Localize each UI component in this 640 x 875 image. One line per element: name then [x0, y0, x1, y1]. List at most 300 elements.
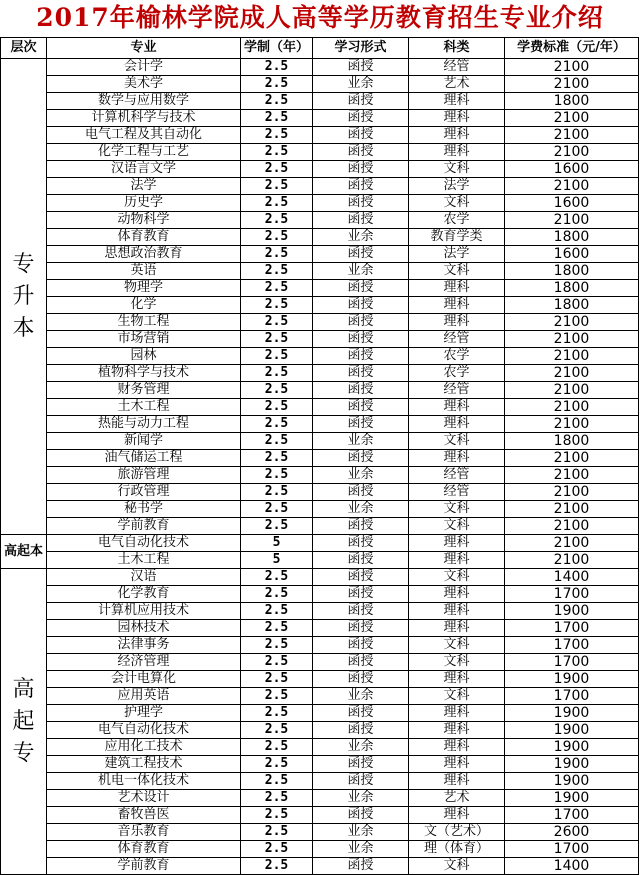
- years-cell: 2.5: [241, 110, 313, 127]
- fee-cell: 1800: [505, 297, 639, 314]
- header-category: 科类: [409, 38, 505, 59]
- years-cell: 2.5: [241, 688, 313, 705]
- table-row: [1, 535, 639, 552]
- table-row: [1, 246, 639, 263]
- header-years: 学制（年）: [241, 38, 313, 59]
- table-row: [1, 297, 639, 314]
- years-cell: 2.5: [241, 739, 313, 756]
- years-cell: 2.5: [241, 807, 313, 824]
- major-cell: 汉语: [47, 569, 241, 586]
- major-cell: 法学: [47, 178, 241, 195]
- form-cell: 函授: [313, 93, 409, 110]
- form-cell: 函授: [313, 365, 409, 382]
- fee-cell: 2100: [505, 178, 639, 195]
- category-cell: 法学: [409, 178, 505, 195]
- years-cell: 2.5: [241, 76, 313, 93]
- major-cell: 植物科学与技术: [47, 365, 241, 382]
- category-cell: 经管: [409, 331, 505, 348]
- years-cell: 2.5: [241, 858, 313, 875]
- fee-cell: 1800: [505, 280, 639, 297]
- level-label: 高起专: [12, 676, 35, 766]
- fee-cell: 2100: [505, 416, 639, 433]
- form-cell: 业余: [313, 841, 409, 858]
- years-cell: 2.5: [241, 331, 313, 348]
- category-cell: 文科: [409, 654, 505, 671]
- years-cell: 2.5: [241, 671, 313, 688]
- years-cell: 2.5: [241, 365, 313, 382]
- fee-cell: 2100: [505, 110, 639, 127]
- table-row: [1, 348, 639, 365]
- table-row: [1, 161, 639, 178]
- years-cell: 2.5: [241, 314, 313, 331]
- form-cell: 函授: [313, 552, 409, 569]
- major-cell: 财务管理: [47, 382, 241, 399]
- category-cell: 理科: [409, 280, 505, 297]
- table-row: [1, 705, 639, 722]
- major-cell: 会计学: [47, 59, 241, 76]
- major-cell: 艺术设计: [47, 790, 241, 807]
- table-row: [1, 841, 639, 858]
- fee-cell: 1700: [505, 620, 639, 637]
- major-cell: 体育教育: [47, 229, 241, 246]
- category-cell: 理科: [409, 127, 505, 144]
- fee-cell: 1700: [505, 637, 639, 654]
- major-cell: 市场营销: [47, 331, 241, 348]
- table-row: [1, 739, 639, 756]
- form-cell: 业余: [313, 739, 409, 756]
- fee-cell: 1900: [505, 756, 639, 773]
- fee-cell: 1900: [505, 705, 639, 722]
- fee-cell: 2100: [505, 399, 639, 416]
- table-row: [1, 671, 639, 688]
- level-label: 专升本: [12, 251, 35, 341]
- level-cell: [1, 535, 47, 569]
- years-cell: 2.5: [241, 59, 313, 76]
- years-cell: 5: [241, 552, 313, 569]
- form-cell: 函授: [313, 603, 409, 620]
- major-cell: 旅游管理: [47, 467, 241, 484]
- level-cell: [1, 59, 47, 535]
- category-cell: 理科: [409, 620, 505, 637]
- table-row: [1, 433, 639, 450]
- years-cell: 2.5: [241, 620, 313, 637]
- years-cell: 5: [241, 535, 313, 552]
- form-cell: 业余: [313, 76, 409, 93]
- table-row: [1, 93, 639, 110]
- years-cell: 2.5: [241, 127, 313, 144]
- header-study-form: 学习形式: [313, 38, 409, 59]
- years-cell: 2.5: [241, 773, 313, 790]
- major-cell: 汉语言文学: [47, 161, 241, 178]
- table-row: [1, 59, 639, 76]
- years-cell: 2.5: [241, 722, 313, 739]
- fee-cell: 1800: [505, 93, 639, 110]
- table-row: [1, 722, 639, 739]
- table-row: [1, 688, 639, 705]
- level-cell: [1, 569, 47, 875]
- table-row: [1, 144, 639, 161]
- years-cell: 2.5: [241, 280, 313, 297]
- major-cell: 思想政治教育: [47, 246, 241, 263]
- category-cell: 文科: [409, 161, 505, 178]
- years-cell: 2.5: [241, 586, 313, 603]
- table-row: [1, 450, 639, 467]
- category-cell: 理科: [409, 144, 505, 161]
- fee-cell: 1700: [505, 807, 639, 824]
- category-cell: 理科: [409, 535, 505, 552]
- category-cell: 文科: [409, 195, 505, 212]
- form-cell: 函授: [313, 314, 409, 331]
- category-cell: 理科: [409, 450, 505, 467]
- category-cell: 理科: [409, 671, 505, 688]
- form-cell: 函授: [313, 127, 409, 144]
- years-cell: 2.5: [241, 756, 313, 773]
- years-cell: 2.5: [241, 450, 313, 467]
- form-cell: 函授: [313, 382, 409, 399]
- fee-cell: 2100: [505, 365, 639, 382]
- table-row: [1, 603, 639, 620]
- major-cell: 体育教育: [47, 841, 241, 858]
- category-cell: 理科: [409, 756, 505, 773]
- fee-cell: 2100: [505, 127, 639, 144]
- years-cell: 2.5: [241, 161, 313, 178]
- major-cell: 音乐教育: [47, 824, 241, 841]
- header-major: 专业: [47, 38, 241, 59]
- major-cell: 数学与应用数学: [47, 93, 241, 110]
- fee-cell: 1900: [505, 739, 639, 756]
- form-cell: 业余: [313, 501, 409, 518]
- table-row: [1, 382, 639, 399]
- category-cell: 法学: [409, 246, 505, 263]
- form-cell: 函授: [313, 399, 409, 416]
- fee-cell: 1800: [505, 433, 639, 450]
- fee-cell: 2100: [505, 518, 639, 535]
- form-cell: 函授: [313, 195, 409, 212]
- major-cell: 护理学: [47, 705, 241, 722]
- table-row: [1, 518, 639, 535]
- table-row: [1, 280, 639, 297]
- major-cell: 英语: [47, 263, 241, 280]
- table-row: [1, 501, 639, 518]
- table-row: [1, 620, 639, 637]
- page-title: 2017年榆林学院成人高等学历教育招生专业介绍: [36, 3, 604, 32]
- years-cell: 2.5: [241, 467, 313, 484]
- table-row: [1, 569, 639, 586]
- fee-cell: 2100: [505, 212, 639, 229]
- form-cell: 业余: [313, 263, 409, 280]
- form-cell: 函授: [313, 807, 409, 824]
- years-cell: 2.5: [241, 501, 313, 518]
- table-row: [1, 552, 639, 569]
- table-row: [1, 858, 639, 875]
- form-cell: 业余: [313, 229, 409, 246]
- category-cell: 文科: [409, 569, 505, 586]
- form-cell: 业余: [313, 433, 409, 450]
- fee-cell: 1900: [505, 790, 639, 807]
- major-cell: 学前教育: [47, 858, 241, 875]
- form-cell: 函授: [313, 178, 409, 195]
- years-cell: 2.5: [241, 246, 313, 263]
- header-level: 层次: [1, 38, 47, 59]
- category-cell: 经管: [409, 59, 505, 76]
- table-row: [1, 331, 639, 348]
- major-cell: 电气自动化技术: [47, 535, 241, 552]
- form-cell: 函授: [313, 484, 409, 501]
- years-cell: 2.5: [241, 637, 313, 654]
- major-cell: 生物工程: [47, 314, 241, 331]
- table-header-row: [1, 38, 639, 59]
- major-cell: 畜牧兽医: [47, 807, 241, 824]
- form-cell: 函授: [313, 110, 409, 127]
- table-row: [1, 654, 639, 671]
- table-row: [1, 263, 639, 280]
- years-cell: 2.5: [241, 144, 313, 161]
- fee-cell: 2100: [505, 382, 639, 399]
- category-cell: 经管: [409, 484, 505, 501]
- category-cell: 理科: [409, 314, 505, 331]
- form-cell: 函授: [313, 416, 409, 433]
- header-fee: 学费标准（元/年）: [505, 38, 639, 59]
- major-cell: 行政管理: [47, 484, 241, 501]
- category-cell: 理科: [409, 773, 505, 790]
- table-row: [1, 127, 639, 144]
- table-row: [1, 229, 639, 246]
- major-cell: 经济管理: [47, 654, 241, 671]
- category-cell: 理（体育）: [409, 841, 505, 858]
- major-cell: 美术学: [47, 76, 241, 93]
- years-cell: 2.5: [241, 93, 313, 110]
- fee-cell: 2100: [505, 535, 639, 552]
- category-cell: 艺术: [409, 790, 505, 807]
- category-cell: 文科: [409, 433, 505, 450]
- form-cell: 函授: [313, 280, 409, 297]
- years-cell: 2.5: [241, 790, 313, 807]
- category-cell: 理科: [409, 93, 505, 110]
- level-label: 高起本: [3, 543, 43, 559]
- years-cell: 2.5: [241, 348, 313, 365]
- major-cell: 化学工程与工艺: [47, 144, 241, 161]
- major-cell: 计算机科学与技术: [47, 110, 241, 127]
- table-row: [1, 195, 639, 212]
- table-row: [1, 110, 639, 127]
- major-cell: 化学: [47, 297, 241, 314]
- table-row: [1, 365, 639, 382]
- years-cell: 2.5: [241, 484, 313, 501]
- form-cell: 函授: [313, 722, 409, 739]
- years-cell: 2.5: [241, 416, 313, 433]
- years-cell: 2.5: [241, 229, 313, 246]
- fee-cell: 1400: [505, 569, 639, 586]
- category-cell: 理科: [409, 416, 505, 433]
- fee-cell: 2600: [505, 824, 639, 841]
- form-cell: 函授: [313, 297, 409, 314]
- years-cell: 2.5: [241, 399, 313, 416]
- form-cell: 函授: [313, 518, 409, 535]
- major-cell: 学前教育: [47, 518, 241, 535]
- years-cell: 2.5: [241, 603, 313, 620]
- fee-cell: 2100: [505, 348, 639, 365]
- years-cell: 2.5: [241, 195, 313, 212]
- major-cell: 应用英语: [47, 688, 241, 705]
- category-cell: 理科: [409, 739, 505, 756]
- fee-cell: 2100: [505, 76, 639, 93]
- fee-cell: 2100: [505, 467, 639, 484]
- form-cell: 函授: [313, 59, 409, 76]
- table-row: [1, 76, 639, 93]
- years-cell: 2.5: [241, 841, 313, 858]
- category-cell: 农学: [409, 212, 505, 229]
- fee-cell: 2100: [505, 314, 639, 331]
- category-cell: 理科: [409, 586, 505, 603]
- years-cell: 2.5: [241, 178, 313, 195]
- category-cell: 理科: [409, 297, 505, 314]
- fee-cell: 1400: [505, 858, 639, 875]
- table-row: [1, 756, 639, 773]
- fee-cell: 1700: [505, 841, 639, 858]
- years-cell: 2.5: [241, 654, 313, 671]
- fee-cell: 1800: [505, 263, 639, 280]
- category-cell: 理科: [409, 110, 505, 127]
- form-cell: 业余: [313, 790, 409, 807]
- major-cell: 化学教育: [47, 586, 241, 603]
- fee-cell: 2100: [505, 144, 639, 161]
- category-cell: 农学: [409, 365, 505, 382]
- major-cell: 园林技术: [47, 620, 241, 637]
- major-cell: 动物科学: [47, 212, 241, 229]
- major-cell: 电气自动化技术: [47, 722, 241, 739]
- form-cell: 函授: [313, 212, 409, 229]
- major-cell: 计算机应用技术: [47, 603, 241, 620]
- category-cell: 文（艺术）: [409, 824, 505, 841]
- years-cell: 2.5: [241, 382, 313, 399]
- form-cell: 函授: [313, 450, 409, 467]
- table-row: [1, 586, 639, 603]
- category-cell: 文科: [409, 637, 505, 654]
- major-cell: 园林: [47, 348, 241, 365]
- form-cell: 函授: [313, 586, 409, 603]
- major-cell: 土木工程: [47, 399, 241, 416]
- category-cell: 文科: [409, 688, 505, 705]
- form-cell: 业余: [313, 824, 409, 841]
- form-cell: 函授: [313, 773, 409, 790]
- fee-cell: 2100: [505, 331, 639, 348]
- category-cell: 经管: [409, 467, 505, 484]
- table-row: [1, 212, 639, 229]
- form-cell: 函授: [313, 858, 409, 875]
- category-cell: 农学: [409, 348, 505, 365]
- category-cell: 理科: [409, 399, 505, 416]
- category-cell: 文科: [409, 858, 505, 875]
- fee-cell: 1600: [505, 161, 639, 178]
- major-cell: 油气储运工程: [47, 450, 241, 467]
- major-cell: 会计电算化: [47, 671, 241, 688]
- fee-cell: 2100: [505, 59, 639, 76]
- table-row: [1, 790, 639, 807]
- form-cell: 函授: [313, 671, 409, 688]
- years-cell: 2.5: [241, 518, 313, 535]
- category-cell: 理科: [409, 722, 505, 739]
- table-row: [1, 824, 639, 841]
- major-cell: 热能与动力工程: [47, 416, 241, 433]
- fee-cell: 1600: [505, 195, 639, 212]
- category-cell: 教育学类: [409, 229, 505, 246]
- form-cell: 函授: [313, 144, 409, 161]
- major-cell: 建筑工程技术: [47, 756, 241, 773]
- major-cell: 应用化工技术: [47, 739, 241, 756]
- table-row: [1, 416, 639, 433]
- fee-cell: 2100: [505, 450, 639, 467]
- major-cell: 新闻学: [47, 433, 241, 450]
- category-cell: 理科: [409, 552, 505, 569]
- fee-cell: 1900: [505, 603, 639, 620]
- major-cell: 法律事务: [47, 637, 241, 654]
- form-cell: 函授: [313, 620, 409, 637]
- table-row: [1, 178, 639, 195]
- form-cell: 业余: [313, 688, 409, 705]
- major-cell: 土木工程: [47, 552, 241, 569]
- form-cell: 函授: [313, 331, 409, 348]
- fee-cell: 1900: [505, 671, 639, 688]
- category-cell: 理科: [409, 807, 505, 824]
- fee-cell: 1700: [505, 688, 639, 705]
- major-cell: 历史学: [47, 195, 241, 212]
- form-cell: 函授: [313, 535, 409, 552]
- category-cell: 文科: [409, 263, 505, 280]
- form-cell: 函授: [313, 654, 409, 671]
- fee-cell: 1600: [505, 246, 639, 263]
- table-row: [1, 399, 639, 416]
- fee-cell: 2100: [505, 484, 639, 501]
- form-cell: 函授: [313, 569, 409, 586]
- years-cell: 2.5: [241, 212, 313, 229]
- table-row: [1, 314, 639, 331]
- category-cell: 文科: [409, 501, 505, 518]
- fee-cell: 1900: [505, 722, 639, 739]
- years-cell: 2.5: [241, 433, 313, 450]
- form-cell: 函授: [313, 756, 409, 773]
- form-cell: 函授: [313, 246, 409, 263]
- table-row: [1, 637, 639, 654]
- fee-cell: 1700: [505, 654, 639, 671]
- major-cell: 电气工程及其自动化: [47, 127, 241, 144]
- program-table: [0, 37, 639, 875]
- form-cell: 函授: [313, 161, 409, 178]
- category-cell: 理科: [409, 705, 505, 722]
- fee-cell: 2100: [505, 552, 639, 569]
- category-cell: 艺术: [409, 76, 505, 93]
- form-cell: 业余: [313, 467, 409, 484]
- fee-cell: 2100: [505, 501, 639, 518]
- fee-cell: 1900: [505, 773, 639, 790]
- form-cell: 函授: [313, 348, 409, 365]
- category-cell: 文科: [409, 518, 505, 535]
- category-cell: 理科: [409, 603, 505, 620]
- major-cell: 机电一体化技术: [47, 773, 241, 790]
- category-cell: 经管: [409, 382, 505, 399]
- table-row: [1, 807, 639, 824]
- fee-cell: 1800: [505, 229, 639, 246]
- form-cell: 函授: [313, 637, 409, 654]
- major-cell: 物理学: [47, 280, 241, 297]
- form-cell: 函授: [313, 705, 409, 722]
- fee-cell: 1700: [505, 586, 639, 603]
- table-row: [1, 484, 639, 501]
- table-row: [1, 773, 639, 790]
- years-cell: 2.5: [241, 824, 313, 841]
- years-cell: 2.5: [241, 705, 313, 722]
- years-cell: 2.5: [241, 569, 313, 586]
- years-cell: 2.5: [241, 263, 313, 280]
